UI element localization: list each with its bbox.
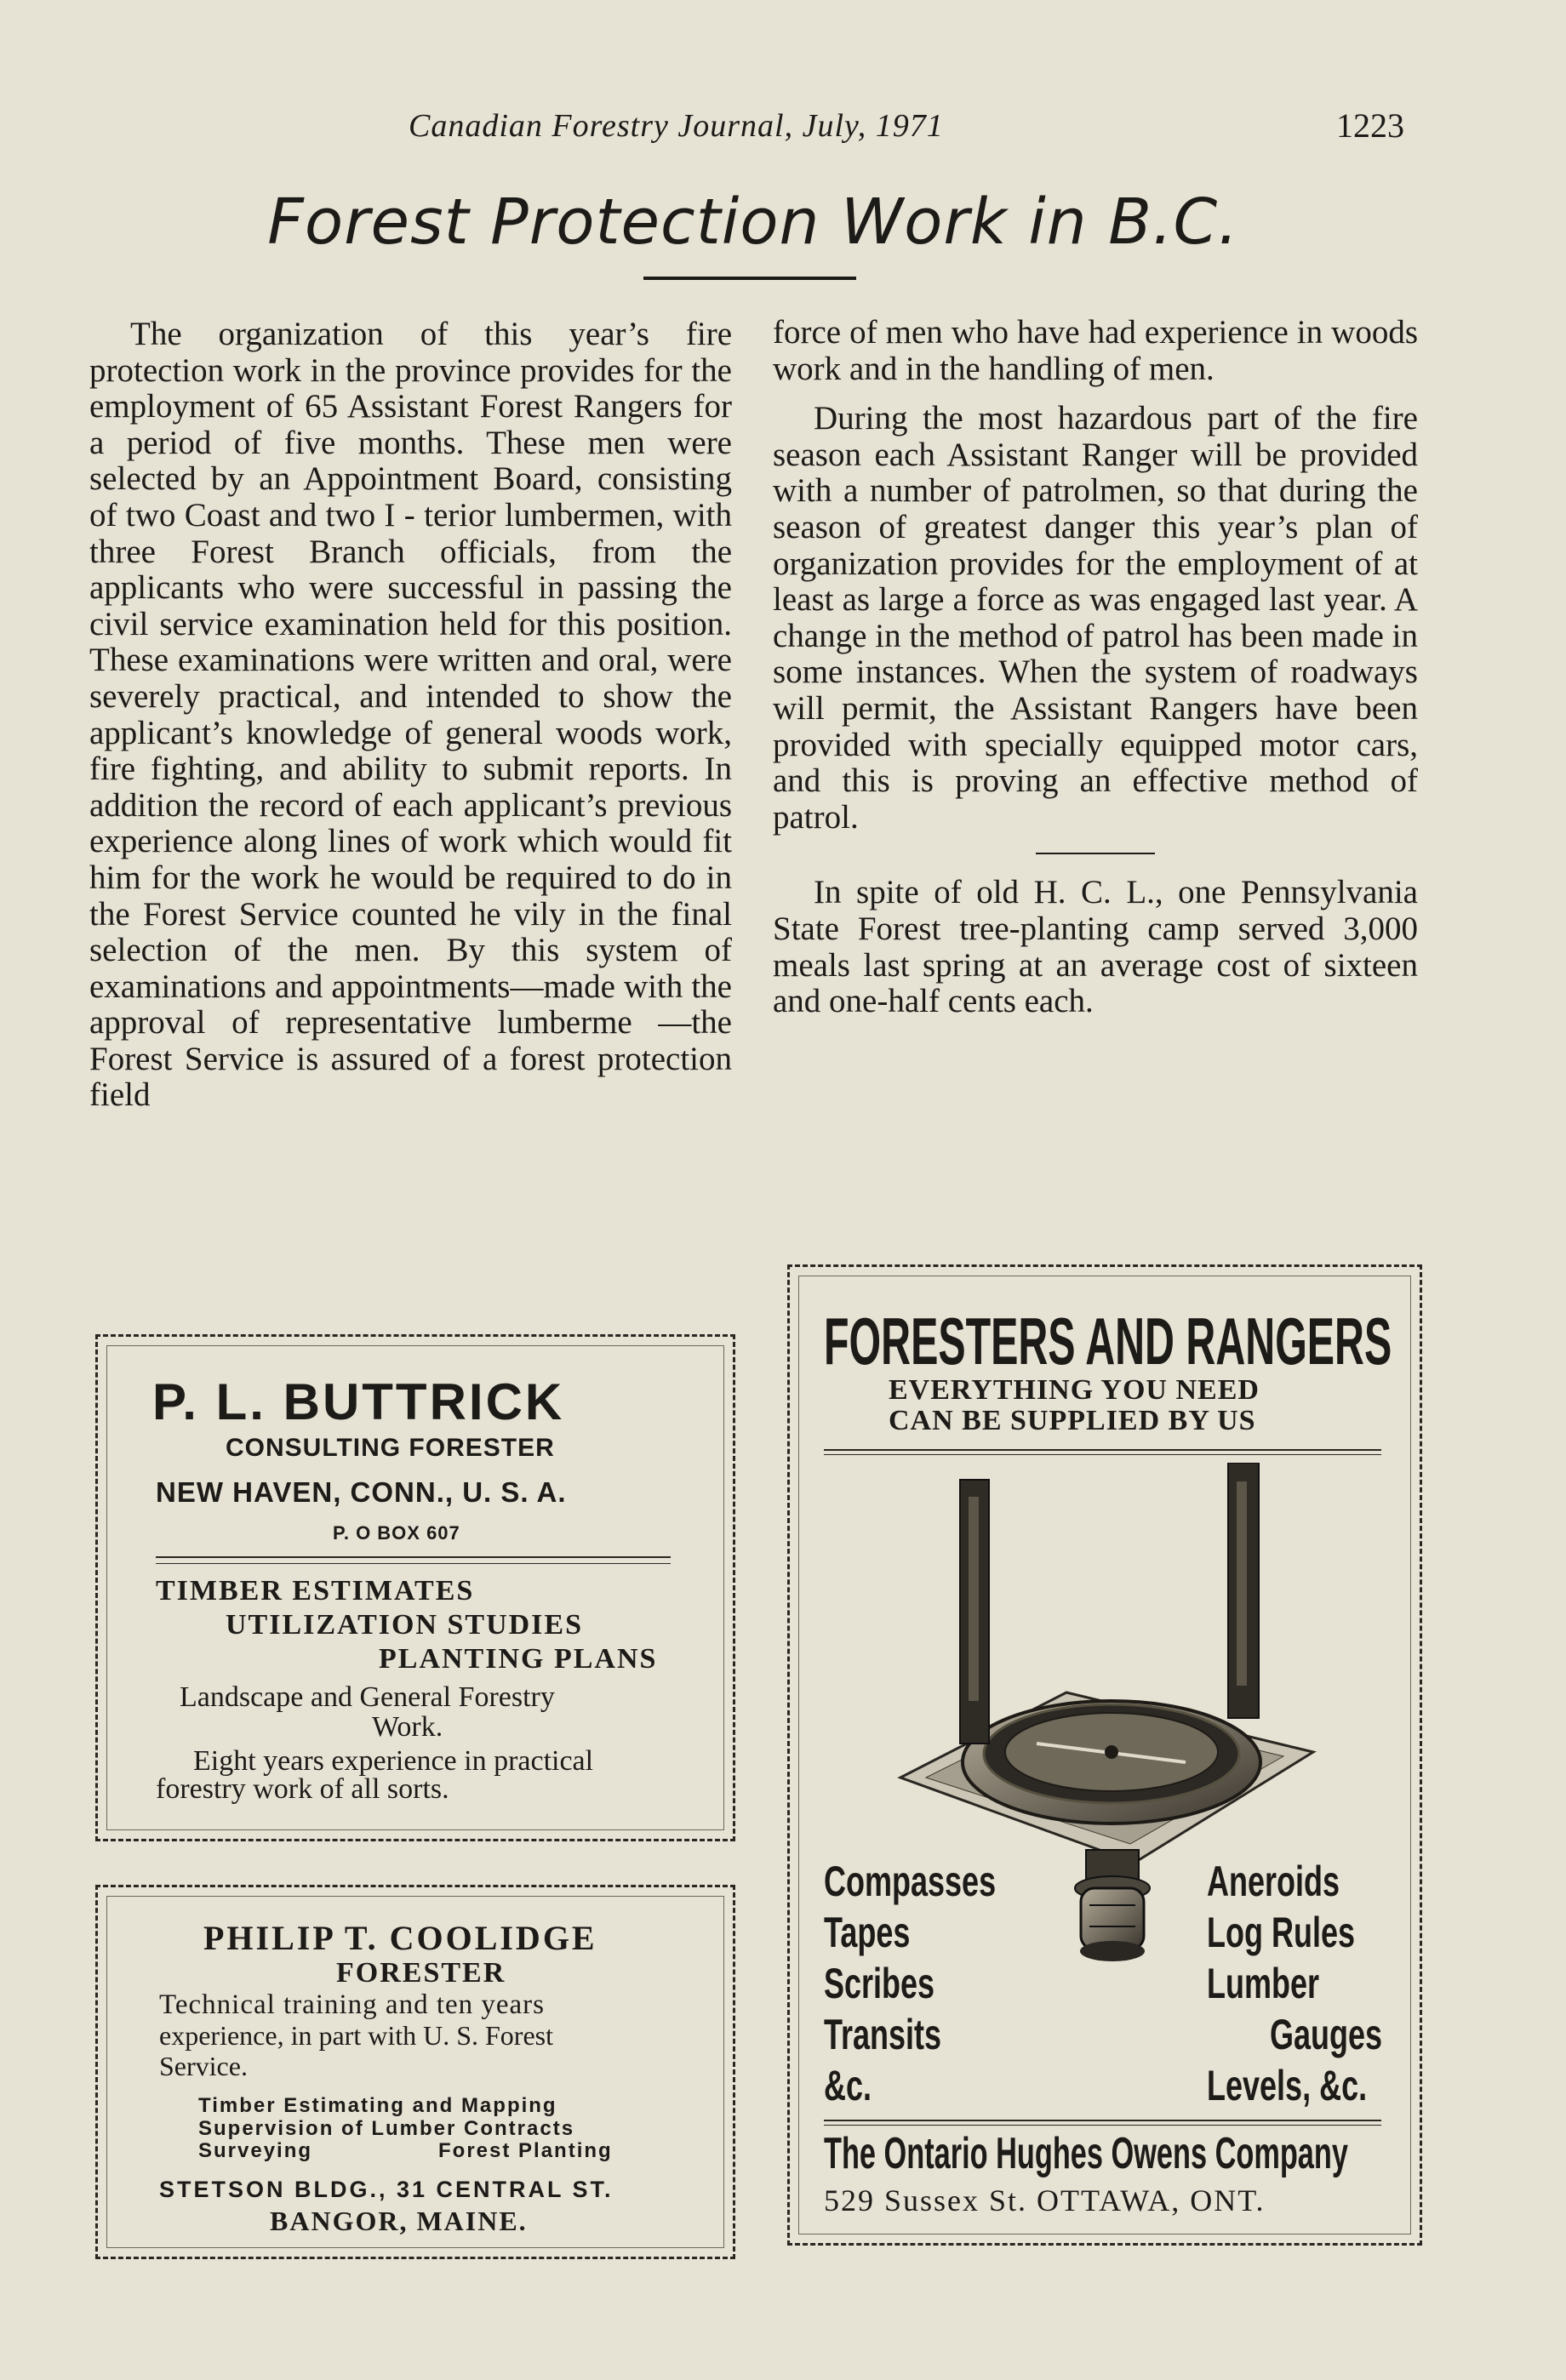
ontario-headline: FORESTERS AND RANGERS bbox=[824, 1304, 1392, 1378]
coolidge-services-2: Supervision of Lumber Contracts bbox=[198, 2117, 575, 2140]
ontario-rule-1b bbox=[824, 1454, 1381, 1455]
buttrick-experience-1: Eight years experience in practical bbox=[193, 1745, 594, 1777]
buttrick-service-3: PLANTING PLANS bbox=[379, 1643, 658, 1675]
buttrick-po-box: P. O BOX 607 bbox=[333, 1522, 460, 1544]
buttrick-title: CONSULTING FORESTER bbox=[226, 1434, 555, 1462]
coolidge-desc-2: experience, in part with U. S. Forest bbox=[159, 2020, 553, 2051]
product-right-4: Gauges bbox=[1270, 2011, 1383, 2058]
coolidge-services-3a: Surveying bbox=[198, 2139, 313, 2162]
coolidge-desc-1: Technical training and ten years bbox=[159, 1989, 546, 2020]
product-right-2: Log Rules bbox=[1207, 1909, 1356, 1956]
ontario-company: The Ontario Hughes Owens Company bbox=[824, 2129, 1348, 2178]
buttrick-name: P. L. BUTTRICK bbox=[152, 1373, 565, 1430]
article-paragraph-2: During the most hazardous part of the fire season each Assistant Ranger will be provided with a number of patrolmen, so that during the season of greatest danger this year’s plan of organization provides for the employment of at least as large a force as was engaged last year. A change in the method of patrol has been made in some instances. When the system of roadways will permit, the Assistant Rangers have been provided with specially equipped motor cars, and this is proving an effective method of patrol. bbox=[773, 400, 1418, 836]
product-left-5: &c. bbox=[824, 2062, 872, 2109]
buttrick-ad bbox=[95, 1334, 735, 1841]
article-column-left bbox=[89, 317, 732, 1114]
ontario-rule-2a bbox=[824, 2120, 1381, 2121]
products-right-list bbox=[1207, 1856, 1429, 2111]
coolidge-city: BANGOR, MAINE. bbox=[270, 2206, 528, 2236]
coolidge-ad bbox=[95, 1885, 735, 2259]
ontario-rule-2b bbox=[824, 2125, 1381, 2126]
filler-note: In spite of old H. C. L., one Pennsylvania State Forest tree-planting camp served 3,000 meals last spring at an average cost of sixteen and one-half cents each. bbox=[773, 874, 1418, 1020]
buttrick-rule-bottom bbox=[156, 1563, 671, 1564]
product-right-5: Levels, &c. bbox=[1207, 2062, 1368, 2109]
buttrick-rule-top bbox=[156, 1556, 671, 1558]
ontario-headline-wrap bbox=[824, 1303, 1566, 1380]
coolidge-address: STETSON BLDG., 31 CENTRAL ST. bbox=[159, 2177, 614, 2202]
product-right-1: Aneroids bbox=[1207, 1858, 1340, 1905]
coolidge-desc-3: Service. bbox=[159, 2051, 248, 2081]
buttrick-service-2: UTILIZATION STUDIES bbox=[226, 1609, 584, 1641]
article-column-right bbox=[773, 315, 1418, 1020]
article-paragraph-1: The organization of this year’s fire protection work in the province provides for the employment of 65 Assistant Forest Rangers for a period of five months. These men were selected by an Appointment Board, consisting of two Coast and two I - terior lumbermen, with three Forest Branch officials, from the applicants who were successful in passing the civil service examination held for this position. These examinations were written and oral, were severely practical, and intended to show the applicant’s knowledge of general woods work, fire fighting, and ability to submit reports. In addition the record of each applicant’s previous experience along lines of work which would fit him for the work he would be required to do in the Forest Service counted he vily in the final selection of the men. By this system of examinations and appointments—made with the approval of representative lumberme —the Forest Service is assured of a forest protection field bbox=[89, 316, 732, 1114]
buttrick-service-1: TIMBER ESTIMATES bbox=[156, 1575, 475, 1607]
product-right-3: Lumber bbox=[1207, 1960, 1320, 2007]
buttrick-landscape-2: Work. bbox=[372, 1711, 443, 1743]
buttrick-experience-2: forestry work of all sorts. bbox=[156, 1773, 449, 1805]
ontario-rule-1a bbox=[824, 1449, 1381, 1451]
ontario-company-wrap bbox=[824, 2128, 1566, 2179]
ontario-address: 529 Sussex St. OTTAWA, ONT. bbox=[824, 2183, 1266, 2217]
product-left-1: Compasses bbox=[824, 1858, 997, 1905]
products-left-list bbox=[824, 1856, 1063, 2111]
product-left-3: Scribes bbox=[824, 1960, 935, 2007]
ontario-hughes-owens-ad bbox=[787, 1264, 1422, 2246]
product-left-2: Tapes bbox=[824, 1909, 911, 1956]
page-number: 1223 bbox=[1336, 106, 1404, 145]
coolidge-services-3b: Forest Planting bbox=[438, 2139, 613, 2162]
buttrick-location: NEW HAVEN, CONN., U. S. A. bbox=[156, 1476, 567, 1508]
coolidge-title: FORESTER bbox=[336, 1957, 506, 1989]
product-left-4: Transits bbox=[824, 2011, 942, 2058]
article-paragraph-continuation: force of men who have had experience in woods work and in the handling of men. bbox=[773, 314, 1418, 387]
running-head: Canadian Forestry Journal, July, 1971 bbox=[409, 108, 944, 144]
ontario-sub-2: CAN BE SUPPLIED BY US bbox=[889, 1405, 1256, 1436]
buttrick-landscape-1: Landscape and General Forestry bbox=[180, 1681, 555, 1713]
article-title: Forest Protection Work in B.C. bbox=[267, 185, 1239, 259]
coolidge-name: PHILIP T. COOLIDGE bbox=[203, 1919, 597, 1957]
title-rule bbox=[643, 277, 856, 280]
coolidge-services-1: Timber Estimating and Mapping bbox=[198, 2094, 557, 2117]
ontario-sub-1: EVERYTHING YOU NEED bbox=[889, 1374, 1260, 1406]
section-divider bbox=[1036, 853, 1155, 854]
